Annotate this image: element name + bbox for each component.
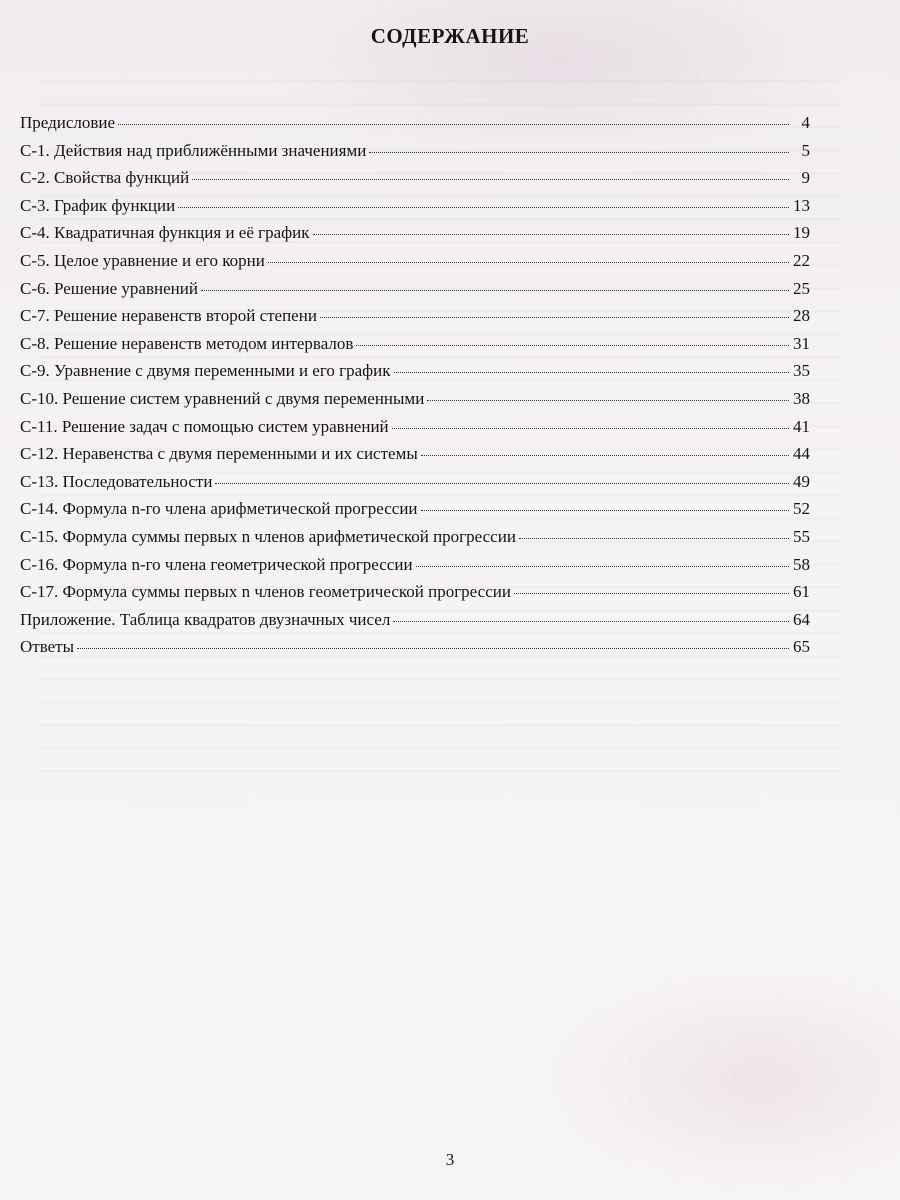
table-of-contents <box>20 113 810 665</box>
toc-entry-page: 61 <box>793 582 810 602</box>
toc-entry-page: 13 <box>793 195 810 215</box>
dot-leader <box>394 372 789 373</box>
dot-leader <box>416 566 789 567</box>
toc-entry-title: С-15. Формула суммы первых n членов арифметической прогрессии <box>20 526 516 546</box>
toc-entry-page: 31 <box>793 333 810 353</box>
toc-entry-title: С-17. Формула суммы первых n членов геометрической прогрессии <box>20 582 511 602</box>
toc-entry-page: 58 <box>793 554 810 574</box>
toc-entry-title: Предисловие <box>20 113 116 132</box>
toc-entry <box>20 582 810 610</box>
toc-entry <box>20 334 810 362</box>
toc-entry-title: С-3. График функции <box>20 195 176 215</box>
toc-entry <box>20 555 810 583</box>
toc-entry-page: 9 <box>801 168 810 188</box>
toc-entry-page: 35 <box>793 361 810 381</box>
dot-leader <box>356 345 789 346</box>
toc-entry-title: С-8. Решение неравенств методом интервалов <box>20 333 354 353</box>
dot-leader <box>519 538 789 539</box>
dot-leader <box>201 290 789 291</box>
toc-entry <box>20 113 810 141</box>
toc-entry <box>20 361 810 389</box>
toc-entry-page: 65 <box>793 637 810 657</box>
dot-leader <box>514 593 789 594</box>
toc-entry <box>20 223 810 251</box>
toc-entry-page: 25 <box>793 278 810 298</box>
toc-entry-page: 55 <box>793 526 810 546</box>
page-title: СОДЕРЖАНИЕ <box>370 24 530 48</box>
toc-entry-title: С-4. Квадратичная функция и её график <box>20 223 310 243</box>
dot-leader <box>178 207 789 208</box>
toc-entry-title: С-11. Решение задач с помощью систем уравнений <box>20 416 389 436</box>
toc-entry-page: 4 <box>801 113 810 132</box>
toc-entry <box>20 279 810 307</box>
toc-entry-page: 5 <box>801 140 810 160</box>
toc-entry <box>20 141 810 169</box>
toc-entry <box>20 637 810 665</box>
toc-entry-page: 41 <box>793 416 810 436</box>
dot-leader <box>77 648 789 649</box>
toc-entry <box>20 251 810 279</box>
dot-leader <box>393 621 789 622</box>
toc-entry <box>20 472 810 500</box>
toc-entry-page: 64 <box>793 609 810 629</box>
toc-entry-page: 52 <box>793 499 810 519</box>
toc-entry-title: С-10. Решение систем уравнений с двумя переменными <box>20 388 425 408</box>
toc-entry-page: 38 <box>793 388 810 408</box>
toc-entry-page: 44 <box>793 444 810 464</box>
toc-entry <box>20 389 810 417</box>
toc-entry-page: 28 <box>793 306 810 326</box>
toc-entry-title: С-13. Последовательности <box>20 471 213 491</box>
dot-leader <box>320 317 789 318</box>
toc-entry-title: С-9. Уравнение с двумя переменными и его график <box>20 361 391 381</box>
toc-entry-title: С-5. Целое уравнение и его корни <box>20 250 265 270</box>
toc-entry-title: С-6. Решение уравнений <box>20 278 198 298</box>
page-number: 3 <box>445 1150 455 1169</box>
dot-leader <box>192 179 789 180</box>
dot-leader <box>118 124 789 125</box>
dot-leader <box>369 152 789 153</box>
toc-entry-title: С-1. Действия над приближёнными значениями <box>20 140 367 160</box>
toc-entry-title: С-7. Решение неравенств второй степени <box>20 306 317 326</box>
toc-entry-title: С-12. Неравенства с двумя переменными и их системы <box>20 444 418 464</box>
dot-leader <box>421 510 789 511</box>
dot-leader <box>392 428 789 429</box>
toc-entry <box>20 196 810 224</box>
dot-leader <box>427 400 789 401</box>
toc-entry-title: С-16. Формула n-го члена геометрической прогрессии <box>20 554 413 574</box>
toc-entry-title: Ответы <box>20 637 75 657</box>
toc-entry-title: С-2. Свойства функций <box>20 168 190 188</box>
dot-leader <box>421 455 789 456</box>
toc-entry <box>20 168 810 196</box>
dot-leader <box>268 262 789 263</box>
toc-entry-page: 49 <box>793 471 810 491</box>
toc-entry <box>20 610 810 638</box>
toc-entry-title: С-14. Формула n-го члена арифметической прогрессии <box>20 499 418 519</box>
toc-entry <box>20 444 810 472</box>
dot-leader <box>215 483 789 484</box>
toc-entry <box>20 417 810 445</box>
toc-entry <box>20 499 810 527</box>
toc-entry-page: 19 <box>793 223 810 243</box>
toc-entry <box>20 527 810 555</box>
toc-entry <box>20 306 810 334</box>
dot-leader <box>313 234 789 235</box>
toc-entry-title: Приложение. Таблица квадратов двузначных чисел <box>20 609 391 629</box>
toc-entry-page: 22 <box>793 250 810 270</box>
